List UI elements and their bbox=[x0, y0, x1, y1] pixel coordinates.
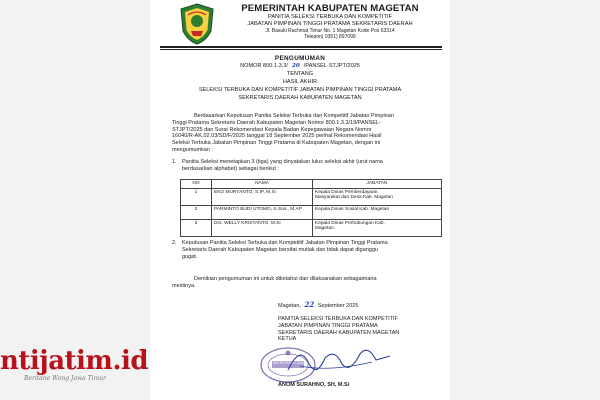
stamp-text: SEKRETARIAT DAERAH bbox=[273, 361, 312, 365]
row-name: PARMINTO BUDI UTOMO, S.Sos., M.AP bbox=[212, 206, 313, 220]
subject-line-1: SELEKSI TERBUKA DAN KOMPETITIF JABATAN PIMPINAN TINGGI PRATAMA bbox=[198, 87, 402, 93]
closing-paragraph: Demikian pengumuman ini untuk diketahui dan dilaksanakan sebagaimana mestinya. bbox=[172, 276, 377, 289]
row-number: 1 bbox=[181, 189, 212, 206]
about-label: TENTANG bbox=[286, 71, 314, 77]
handwritten-day: 22 bbox=[304, 300, 315, 309]
subject-line-2: SEKRETARIS DAERAH KABUPATEN MAGETAN bbox=[238, 95, 362, 101]
row-name: EKO MURYANTO, S.IP, M.Si bbox=[212, 189, 313, 206]
phone: Telepon( 0351) 897099 bbox=[304, 34, 356, 41]
row-position: Kepala Dinas Perhubungan Kab. Magetan. bbox=[313, 220, 442, 237]
table-row bbox=[181, 206, 442, 220]
row-name: Drs. WELLY KRISTANTO, M.Si bbox=[212, 220, 313, 237]
table-header-row bbox=[181, 180, 442, 189]
row-number: 2 bbox=[181, 206, 212, 220]
point-1-text: Panitia Seleksi menetapkan 3 (tiga) yang dinyatakan lulus seleksi akhir (urut nama berdasarkan alphabet) sebagai berikut : bbox=[182, 159, 383, 172]
committee-line-2: JABATAN PIMPINAN TINGGI PRATAMA SEKRETARIS DAERAH bbox=[247, 21, 413, 27]
header-rule-thin bbox=[160, 49, 442, 50]
signer-name: ANOM SURAHNO, SH, M.Si bbox=[278, 382, 350, 388]
handwritten-number: 20 bbox=[291, 63, 300, 69]
row-position: Kepala Dinas Pemberdayaan Masyarakat dan Desa Kab. Magetan bbox=[313, 189, 442, 206]
column-header-position: JABATAN bbox=[313, 180, 442, 189]
letterhead bbox=[225, 3, 435, 41]
table-row bbox=[181, 189, 442, 206]
column-header-name: NAMA bbox=[212, 180, 313, 189]
intro-paragraph: Berdasarkan Keputusan Panitia Seleksi Terbuka dan Kompetitif Jabatan Pimpinan Tinggi Pratama Sekretaris Daerah Kabupaten Magetan Nomor 800.1.3.3/19/PANSEL- STJPT/2025 dan Surat Rekomendasi Kepala Badan Kepegawaian Negara Nomor 16040/R-AK.02.03/SD/F/2025 tanggal 18 September 2025 perihal Rekomendasi Hasil Seleksi Terbuka Jabatan Pimpinan Tinggi Pratama di Kabupaten Magetan, dengan ini mengumumkan : bbox=[172, 113, 394, 153]
results-table bbox=[180, 179, 442, 237]
sign-committee: PANITIA SELEKSI TERBUKA DAN KOMPETITIF JABATAN PIMPINAN TINGGI PRATAMA SEKRETARIS DAERAH KABUPATEN MAGETAN KETUA bbox=[278, 316, 400, 343]
row-position: Kepala Dinas Sosial Kab. Magetan bbox=[313, 206, 442, 220]
address: Jl. Basuki Rachmat Timur No. 1 Magetan Kode Pos 63314 bbox=[265, 28, 395, 34]
table-row bbox=[181, 220, 442, 237]
announcement-title: PENGUMUMAN bbox=[274, 55, 326, 62]
result-label: HASIL AKHIR bbox=[282, 79, 318, 85]
document-page bbox=[150, 0, 450, 400]
column-header-no: NO bbox=[181, 180, 212, 189]
sign-date: Magetan, 22 September 2025 bbox=[278, 300, 359, 309]
handwritten-signature bbox=[280, 340, 400, 380]
watermark-brand: ntijatim.id bbox=[0, 346, 149, 376]
committee-line-1: PANITIA SELEKSI TERBUKA DAN KOMPETITIF bbox=[268, 14, 392, 20]
watermark-tagline: Beritane Wong Jawa Timur bbox=[24, 375, 106, 382]
point-1-number: 1. bbox=[172, 159, 177, 165]
header-rule-thick bbox=[160, 46, 442, 48]
regency-crest-icon bbox=[178, 3, 216, 45]
org-name: PEMERINTAH KABUPATEN MAGETAN bbox=[241, 3, 419, 14]
point-2-text: Keputusan Panitia Seleksi Terbuka dan Kompetitif Jabatan Pimpinan Tinggi Pratama Sekretaris Daerah Kabupaten Magetan bersifat mutlak dan tidak dapat diganggu gugat. bbox=[182, 240, 388, 260]
point-2-number: 2. bbox=[172, 240, 177, 246]
announcement-number: NOMOR 800.1.3.3/ 20 /PANSEL-STJPT/2025 bbox=[240, 63, 360, 69]
row-number: 3 bbox=[181, 220, 212, 237]
